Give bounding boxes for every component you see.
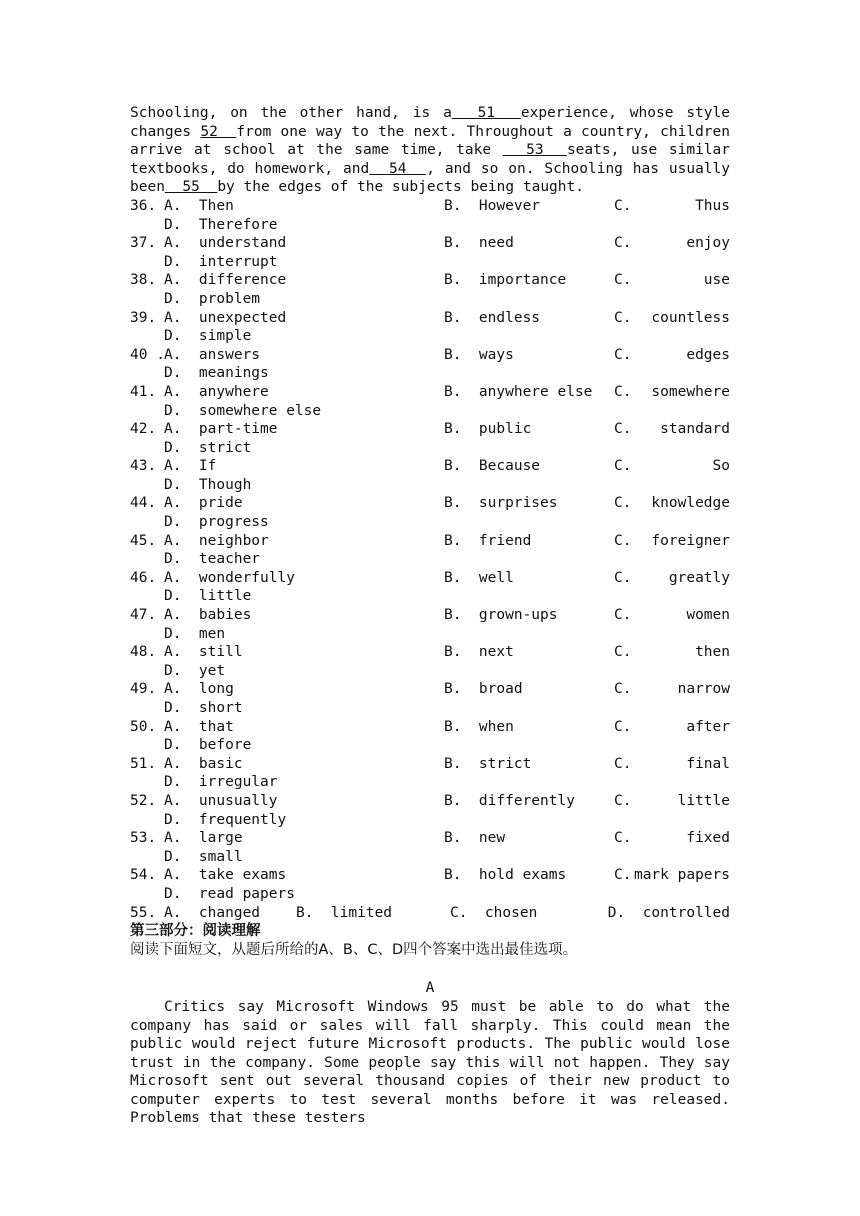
option-a: A. difference bbox=[164, 272, 287, 289]
option-b: B. anywhere else bbox=[444, 383, 593, 400]
option-c-text: somewhere bbox=[651, 383, 730, 400]
option-a: A. unexpected bbox=[164, 309, 287, 326]
option-a: A. anywhere bbox=[164, 383, 269, 400]
option-c-label: C. bbox=[614, 235, 632, 252]
option-c-text: foreigner bbox=[651, 532, 730, 549]
option-c-label: C. bbox=[614, 755, 632, 772]
option-d: D. controlled bbox=[607, 904, 730, 921]
option-c-label: C. bbox=[614, 867, 632, 884]
option-c-label: C. bbox=[614, 458, 632, 475]
question-item bbox=[130, 383, 730, 420]
question-number: 40 . bbox=[130, 346, 165, 363]
option-a: A. If bbox=[164, 458, 217, 475]
option-a: A. neighbor bbox=[164, 532, 269, 549]
option-b: B. However bbox=[444, 197, 541, 214]
option-c-text: knowledge bbox=[651, 495, 730, 512]
option-a: A. that bbox=[164, 718, 234, 735]
question-item bbox=[130, 680, 730, 717]
blank-55: 55 bbox=[164, 179, 218, 196]
option-d: D. men bbox=[164, 625, 226, 642]
option-d: D. somewhere else bbox=[164, 402, 322, 419]
option-b: B. endless bbox=[444, 309, 541, 326]
question-item bbox=[130, 346, 730, 383]
question-number: 46. bbox=[130, 569, 157, 586]
option-c-text: fixed bbox=[686, 830, 730, 847]
section-heading: 第三部分：阅读理解 bbox=[130, 923, 261, 940]
option-b: B. surprises bbox=[444, 495, 558, 512]
option-b: B. importance bbox=[444, 272, 567, 289]
question-number: 50. bbox=[130, 718, 157, 735]
option-d: D. small bbox=[164, 848, 243, 865]
option-a: A. changed bbox=[164, 904, 261, 921]
option-a: A. long bbox=[164, 681, 234, 698]
option-c-text: standard bbox=[660, 421, 730, 438]
option-c-text: narrow bbox=[677, 681, 730, 698]
option-c-label: C. bbox=[614, 681, 632, 698]
option-b: B. ways bbox=[444, 346, 514, 363]
option-d: D. short bbox=[164, 700, 243, 716]
option-d: D. Though bbox=[164, 476, 252, 493]
option-c-text: So bbox=[712, 458, 730, 475]
option-c-text: mark papers bbox=[633, 867, 730, 884]
option-a: A. babies bbox=[164, 607, 252, 624]
cloze-text: by the edges of the subjects being taught. bbox=[217, 179, 584, 196]
option-a: A. take exams bbox=[164, 867, 287, 884]
cloze-text: from one way to the next. Throughout a country, children arrive at school at the same time, take bbox=[130, 123, 730, 159]
option-c-text: then bbox=[695, 644, 730, 661]
cloze-text: experience, whose style changes bbox=[130, 105, 730, 140]
option-c-text: greatly bbox=[668, 569, 730, 586]
option-b: B. need bbox=[444, 235, 514, 252]
option-c-label: C. bbox=[614, 309, 632, 326]
question-item bbox=[130, 866, 730, 903]
option-b: B. when bbox=[444, 718, 514, 735]
question-item bbox=[130, 271, 730, 308]
question-item bbox=[130, 197, 730, 234]
question-item bbox=[130, 532, 730, 569]
question-number: 48. bbox=[130, 644, 157, 661]
option-a: A. basic bbox=[164, 755, 243, 772]
option-c-text: little bbox=[677, 792, 730, 809]
option-d: D. strict bbox=[164, 439, 252, 456]
cloze-text: , and so on. Schooling has usually been bbox=[130, 160, 730, 196]
option-c-label: C. bbox=[614, 718, 632, 735]
question-number: 42. bbox=[130, 421, 157, 438]
option-c-label: C. bbox=[614, 830, 632, 847]
option-b: B. limited bbox=[296, 904, 393, 921]
blank-53: 53 bbox=[502, 142, 567, 159]
question-number: 38. bbox=[130, 272, 157, 289]
option-a: A. part-time bbox=[164, 421, 278, 438]
option-c-text: Thus bbox=[695, 197, 730, 214]
option-d: D. frequently bbox=[164, 811, 287, 828]
question-item-55 bbox=[130, 904, 730, 923]
option-a: A. Then bbox=[164, 197, 234, 214]
question-item bbox=[130, 420, 730, 457]
option-b: B. public bbox=[444, 421, 532, 438]
option-c-text: women bbox=[686, 607, 730, 624]
option-c-text: after bbox=[686, 718, 730, 735]
option-c-label: C. bbox=[614, 421, 632, 438]
option-c-label: C. bbox=[614, 644, 632, 661]
question-item bbox=[130, 309, 730, 346]
option-c-label: C. bbox=[614, 495, 632, 512]
option-c-text: countless bbox=[651, 309, 730, 326]
option-a: A. wonderfully bbox=[164, 569, 295, 586]
option-a: A. pride bbox=[164, 495, 243, 512]
cloze-paragraph bbox=[130, 104, 730, 197]
option-c-text: enjoy bbox=[686, 235, 730, 252]
option-a: A. unusually bbox=[164, 792, 278, 809]
question-item bbox=[130, 792, 730, 829]
option-d: D. interrupt bbox=[164, 253, 278, 270]
question-number: 41. bbox=[130, 383, 157, 400]
option-b: B. hold exams bbox=[444, 867, 567, 884]
question-item bbox=[130, 234, 730, 271]
question-number: 36. bbox=[130, 197, 157, 214]
question-number: 49. bbox=[130, 681, 157, 698]
option-b: B. grown-ups bbox=[444, 607, 558, 624]
question-item bbox=[130, 829, 730, 866]
option-c-label: C. bbox=[614, 346, 632, 363]
option-b: B. Because bbox=[444, 458, 541, 475]
option-c-text: use bbox=[703, 272, 730, 289]
option-b: B. strict bbox=[444, 755, 532, 772]
option-d: D. before bbox=[164, 737, 252, 754]
option-d: D. yet bbox=[164, 662, 226, 679]
question-number: 47. bbox=[130, 607, 157, 624]
option-d: D. meanings bbox=[164, 365, 269, 382]
question-item bbox=[130, 755, 730, 792]
question-number: 45. bbox=[130, 532, 157, 549]
option-c-label: C. bbox=[614, 197, 632, 214]
question-number: 44. bbox=[130, 495, 157, 512]
passage-title: A bbox=[425, 980, 435, 997]
question-number: 43. bbox=[130, 458, 157, 475]
option-d: D. simple bbox=[164, 328, 252, 345]
question-item bbox=[130, 569, 730, 606]
question-number: 54. bbox=[130, 867, 157, 884]
option-d: D. little bbox=[164, 588, 252, 605]
option-b: B. next bbox=[444, 644, 514, 661]
document-page bbox=[130, 104, 730, 1128]
question-number: 37. bbox=[130, 235, 157, 252]
question-item bbox=[130, 494, 730, 531]
option-a: A. large bbox=[164, 830, 243, 847]
option-c-label: C. bbox=[614, 569, 632, 586]
question-list bbox=[130, 197, 730, 904]
cloze-text: seats, use similar textbooks, do homework, and bbox=[130, 142, 730, 177]
cloze-text: Schooling, on the other hand, is a bbox=[130, 105, 452, 121]
option-b: B. well bbox=[444, 569, 514, 586]
blank-51: 51 bbox=[451, 105, 521, 121]
option-a: A. understand bbox=[164, 235, 287, 252]
option-b: B. differently bbox=[444, 792, 575, 809]
option-d: D. Therefore bbox=[164, 216, 278, 233]
option-b: B. broad bbox=[444, 681, 523, 698]
option-c-label: C. bbox=[614, 383, 632, 400]
question-item bbox=[130, 457, 730, 494]
option-c-text: edges bbox=[686, 346, 730, 363]
question-number: 53. bbox=[130, 830, 157, 847]
blank-52: 52 bbox=[200, 123, 237, 140]
question-number: 52. bbox=[130, 792, 157, 809]
passage-text: Critics say Microsoft Windows 95 must be able to do what the company has said or sales will fall sharply. This could mean the public would reject future Microsoft products. The public would lose trust in the company. Some people say this will not happen. They say Microsoft sent out several thousand copies of their new product to computer experts to test several months before it was released. Problems that these testers bbox=[130, 998, 730, 1127]
option-d: D. problem bbox=[164, 290, 261, 307]
option-a: A. answers bbox=[164, 346, 261, 363]
question-item bbox=[130, 606, 730, 643]
option-d: D. irregular bbox=[164, 774, 278, 791]
option-a: A. still bbox=[164, 644, 243, 661]
option-d: D. progress bbox=[164, 514, 269, 531]
section-instructions: 阅读下面短文，从题后所给的A、B、C、D四个答案中选出最佳选项。 bbox=[130, 941, 578, 958]
option-d: D. read papers bbox=[164, 885, 295, 902]
option-c-label: C. bbox=[614, 272, 632, 289]
option-c-label: C. bbox=[614, 607, 632, 624]
option-b: B. friend bbox=[444, 532, 532, 549]
option-c: C. chosen bbox=[450, 904, 538, 921]
option-c-text: final bbox=[686, 755, 730, 772]
blank-54: 54 bbox=[369, 160, 427, 177]
question-item bbox=[130, 643, 730, 680]
question-number: 39. bbox=[130, 309, 157, 326]
question-number: 55. bbox=[130, 904, 157, 921]
option-d: D. teacher bbox=[164, 551, 261, 568]
option-c-label: C. bbox=[614, 532, 632, 549]
option-c-label: C. bbox=[614, 792, 632, 809]
question-number: 51. bbox=[130, 755, 157, 772]
option-b: B. new bbox=[444, 830, 506, 847]
question-item bbox=[130, 718, 730, 755]
